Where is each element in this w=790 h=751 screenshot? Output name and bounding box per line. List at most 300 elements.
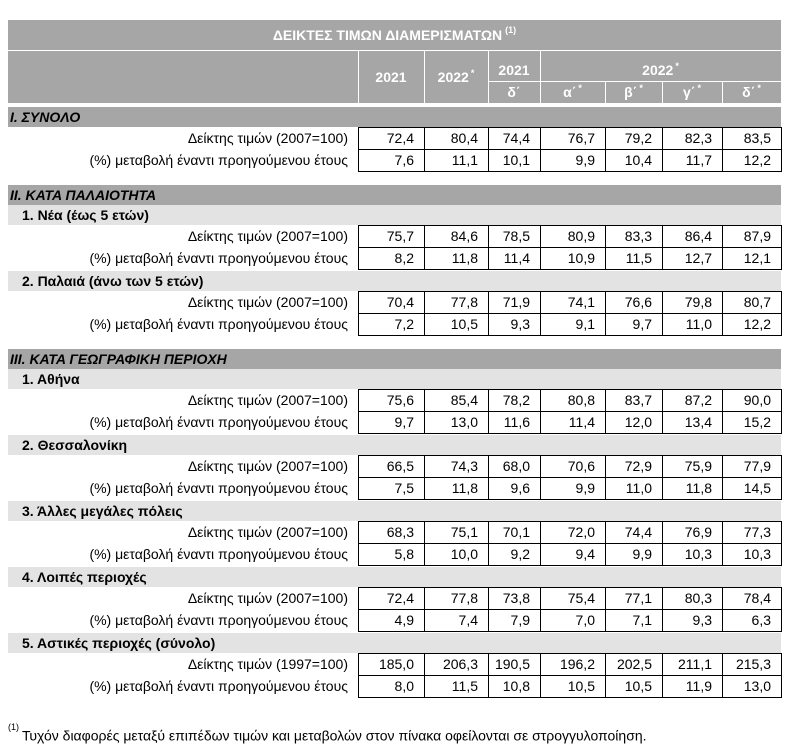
cell-border (488, 149, 489, 172)
cell-border (722, 127, 723, 150)
header-quarter-text: δ΄ (742, 84, 756, 100)
cell-border (488, 609, 489, 632)
cell-border (488, 455, 489, 478)
value-cell: 11,6 (503, 414, 530, 430)
value-cell: 70,4 (386, 294, 414, 310)
value-cell: 202,5 (616, 656, 652, 672)
cell-border (781, 313, 782, 336)
value-cell: 75,4 (567, 590, 595, 606)
cell-border (662, 477, 663, 500)
row-label: Δείκτης τιμών (2007=100) (187, 458, 348, 474)
value-cell: 11,8 (451, 250, 478, 266)
section-header: III. ΚΑΤΑ ΓΕΩΓΡΑΦΙΚΗ ΠΕΡΙΟΧΗ (8, 349, 781, 369)
row-label: Δείκτης τιμών (2007=100) (187, 228, 348, 244)
cell-border (540, 455, 541, 478)
cell-border (540, 587, 541, 610)
value-cell: 76,6 (624, 294, 652, 310)
cell-border (358, 521, 359, 544)
header-group-2022 (540, 58, 781, 81)
value-cell: 68,0 (502, 458, 530, 474)
value-cell: 11,8 (451, 480, 478, 496)
cell-border (722, 675, 723, 698)
value-cell: 10,5 (567, 678, 595, 694)
row-border (358, 433, 782, 434)
row-border (358, 631, 782, 632)
value-cell: 85,4 (450, 392, 478, 408)
cell-border (605, 411, 606, 434)
cell-border (488, 653, 489, 676)
value-cell: 9,1 (575, 316, 595, 332)
cell-border (722, 477, 723, 500)
value-cell: 8,2 (394, 250, 414, 266)
cell-border (488, 247, 489, 270)
value-cell: 11,9 (685, 678, 712, 694)
cell-border (488, 587, 489, 610)
cell-border (540, 653, 541, 676)
row-label: (%) μεταβολή έναντι προηγούμενου έτους (89, 612, 348, 628)
value-cell: 10,3 (743, 546, 771, 562)
value-cell: 66,5 (386, 458, 414, 474)
value-cell: 12,2 (743, 316, 771, 332)
header-group-2022-text: 2022 (642, 61, 674, 78)
cell-border (662, 389, 663, 412)
value-cell: 11,5 (625, 250, 652, 266)
value-cell: 12,0 (624, 414, 652, 430)
row-border (358, 171, 782, 172)
header-group-2021-text: 2021 (498, 61, 530, 78)
value-cell: 12,1 (743, 250, 771, 266)
row-label: Δείκτης τιμών (1997=100) (187, 656, 348, 672)
value-cell: 185,0 (378, 656, 414, 672)
value-cell: 9,4 (575, 546, 595, 562)
value-cell: 10,3 (684, 546, 712, 562)
value-cell: 77,8 (450, 590, 478, 606)
cell-border (722, 149, 723, 172)
group-header (8, 205, 781, 225)
cell-border (358, 543, 359, 566)
value-cell: 10,9 (567, 250, 595, 266)
cell-border (781, 291, 782, 314)
group-header (8, 567, 781, 587)
cell-border (781, 225, 782, 248)
group-header-text: 3. Άλλες μεγάλες πόλεις (22, 503, 183, 519)
value-cell: 83,7 (624, 392, 652, 408)
value-cell: 9,3 (510, 316, 530, 332)
group-header-text: 1. Νέα (έως 5 ετών) (22, 207, 149, 223)
value-cell: 10,1 (502, 152, 530, 168)
cell-border (488, 521, 489, 544)
value-cell: 83,5 (743, 130, 771, 146)
cell-border (424, 543, 425, 566)
section-header: I. ΣΥΝΟΛΟ (8, 107, 781, 127)
value-cell: 76,9 (684, 524, 712, 540)
header-quarter-text: γ΄ (683, 84, 696, 100)
value-cell: 74,4 (502, 130, 530, 146)
cell-border (424, 149, 425, 172)
cell-border (424, 477, 425, 500)
header-quarter-mark: * (757, 83, 761, 93)
value-cell: 74,1 (567, 294, 595, 310)
value-cell: 13,0 (743, 678, 771, 694)
row-label: (%) μεταβολή έναντι προηγούμενου έτους (89, 678, 348, 694)
cell-border (781, 389, 782, 412)
cell-border (781, 675, 782, 698)
cell-border (424, 587, 425, 610)
value-cell: 15,2 (743, 414, 771, 430)
cell-border (662, 225, 663, 248)
value-cell: 206,3 (442, 656, 478, 672)
cell-border (662, 543, 663, 566)
cell-border (488, 291, 489, 314)
header-2022-text: 2022 (437, 68, 469, 85)
group-header (8, 271, 781, 291)
group-header (8, 435, 781, 455)
cell-border (488, 389, 489, 412)
cell-border (358, 291, 359, 314)
cell-border (662, 247, 663, 270)
cell-border (540, 675, 541, 698)
row-label: (%) μεταβολή έναντι προηγούμενου έτους (89, 316, 348, 332)
cell-border (358, 587, 359, 610)
value-cell: 77,9 (743, 458, 771, 474)
value-cell: 11,4 (568, 414, 595, 430)
cell-border (358, 389, 359, 412)
cell-border (781, 543, 782, 566)
group-header-text: 1. Αθήνα (22, 371, 80, 387)
group-header-text: 4. Λοιπές περιοχές (22, 569, 147, 585)
value-cell: 10,8 (502, 678, 530, 694)
cell-border (781, 587, 782, 610)
row-label: (%) μεταβολή έναντι προηγούμενου έτους (89, 414, 348, 430)
cell-border (662, 127, 663, 150)
cell-border (722, 313, 723, 336)
header-quarter-mark: * (697, 83, 701, 93)
header-quarter-text: α΄ (563, 84, 577, 100)
cell-border (540, 247, 541, 270)
cell-border (540, 225, 541, 248)
cell-border (662, 455, 663, 478)
cell-border (605, 313, 606, 336)
cell-border (605, 291, 606, 314)
value-cell: 12,2 (743, 152, 771, 168)
header-quarter (540, 81, 605, 103)
cell-border (424, 291, 425, 314)
value-cell: 83,3 (624, 228, 652, 244)
cell-border (662, 521, 663, 544)
value-cell: 7,1 (632, 612, 652, 628)
value-cell: 11,1 (451, 152, 478, 168)
value-cell: 6,3 (751, 612, 771, 628)
value-cell: 10,5 (624, 678, 652, 694)
cell-border (358, 653, 359, 676)
cell-border (540, 389, 541, 412)
row-label: Δείκτης τιμών (2007=100) (187, 392, 348, 408)
cell-border (662, 653, 663, 676)
cell-border (488, 675, 489, 698)
value-cell: 70,1 (502, 524, 530, 540)
table-title-text: ΔΕΙΚΤΕΣ ΤΙΜΩΝ ΔΙΑΜΕΡΙΣΜΑΤΩΝ (272, 27, 503, 43)
cell-border (781, 127, 782, 150)
cell-border (358, 477, 359, 500)
value-cell: 77,3 (743, 524, 771, 540)
group-header-text: 2. Παλαιά (άνω των 5 ετών) (22, 273, 204, 289)
cell-border (662, 609, 663, 632)
value-cell: 80,4 (450, 130, 478, 146)
cell-border (488, 543, 489, 566)
cell-border (540, 291, 541, 314)
cell-border (605, 225, 606, 248)
value-cell: 9,2 (510, 546, 530, 562)
cell-border (424, 653, 425, 676)
value-cell: 12,7 (684, 250, 712, 266)
group-header-text: 2. Θεσσαλονίκη (22, 437, 128, 453)
cell-border (488, 313, 489, 336)
cell-border (540, 313, 541, 336)
value-cell: 5,8 (394, 546, 414, 562)
cell-border (722, 521, 723, 544)
row-border (358, 499, 782, 500)
value-cell: 9,9 (575, 152, 595, 168)
value-cell: 82,3 (684, 130, 712, 146)
cell-border (605, 675, 606, 698)
cell-border (781, 455, 782, 478)
cell-border (781, 477, 782, 500)
value-cell: 9,9 (632, 546, 652, 562)
cell-border (424, 389, 425, 412)
value-cell: 10,0 (450, 546, 478, 562)
header-quarter-text: δ΄ (507, 84, 521, 100)
group-header (8, 501, 781, 521)
header-2022 (424, 50, 488, 103)
value-cell: 14,5 (743, 480, 771, 496)
row-label: Δείκτης τιμών (2007=100) (187, 524, 348, 540)
cell-border (722, 291, 723, 314)
value-cell: 11,7 (685, 152, 712, 168)
value-cell: 72,0 (567, 524, 595, 540)
cell-border (540, 411, 541, 434)
row-label: (%) μεταβολή έναντι προηγούμενου έτους (89, 250, 348, 266)
cell-border (488, 127, 489, 150)
value-cell: 9,7 (632, 316, 652, 332)
cell-border (781, 247, 782, 270)
header-2021-text: 2021 (375, 68, 407, 85)
value-cell: 9,9 (575, 480, 595, 496)
value-cell: 10,4 (624, 152, 652, 168)
row-label: (%) μεταβολή έναντι προηγούμενου έτους (89, 480, 348, 496)
value-cell: 90,0 (743, 392, 771, 408)
row-border (358, 697, 782, 698)
value-cell: 215,3 (735, 656, 771, 672)
cell-border (540, 609, 541, 632)
cell-border (358, 225, 359, 248)
value-cell: 9,3 (692, 612, 712, 628)
cell-border (781, 609, 782, 632)
row-label: Δείκτης τιμών (2007=100) (187, 130, 348, 146)
section-header: II. ΚΑΤΑ ΠΑΛΑΙΟΤΗΤΑ (8, 185, 781, 205)
cell-border (722, 587, 723, 610)
value-cell: 7,4 (458, 612, 478, 628)
cell-border (358, 411, 359, 434)
cell-border (605, 521, 606, 544)
value-cell: 74,3 (450, 458, 478, 474)
cell-border (424, 609, 425, 632)
row-label: Δείκτης τιμών (2007=100) (187, 590, 348, 606)
cell-border (722, 225, 723, 248)
value-cell: 78,2 (502, 392, 530, 408)
row-border (358, 335, 782, 336)
value-cell: 190,5 (494, 656, 530, 672)
cell-border (722, 543, 723, 566)
value-cell: 13,4 (684, 414, 712, 430)
footnote-text: Τυχόν διαφορές μεταξύ επιπέδων τιμών και μεταβολών στον πίνακα οφείλονται σε στρογγυλοποίηση. (22, 727, 647, 744)
cell-border (540, 127, 541, 150)
value-cell: 79,2 (624, 130, 652, 146)
cell-border (424, 675, 425, 698)
cell-border (781, 149, 782, 172)
value-cell: 75,6 (386, 392, 414, 408)
cell-border (605, 477, 606, 500)
value-cell: 87,9 (743, 228, 771, 244)
cell-border (605, 149, 606, 172)
cell-border (662, 675, 663, 698)
cell-border (662, 411, 663, 434)
cell-border (358, 149, 359, 172)
cell-border (781, 653, 782, 676)
cell-border (424, 127, 425, 150)
cell-border (540, 543, 541, 566)
table-title (8, 20, 781, 50)
cell-border (605, 247, 606, 270)
table-title-note: (1) (505, 25, 517, 35)
cell-border (662, 313, 663, 336)
value-cell: 7,6 (394, 152, 414, 168)
value-cell: 11,0 (685, 316, 712, 332)
value-cell: 71,9 (502, 294, 530, 310)
header-quarter (722, 81, 781, 103)
value-cell: 7,5 (394, 480, 414, 496)
value-cell: 9,7 (394, 414, 414, 430)
cell-border (540, 521, 541, 544)
header-quarter (605, 81, 662, 103)
cell-border (781, 411, 782, 434)
row-border (358, 269, 782, 270)
value-cell: 211,1 (678, 656, 712, 672)
cell-border (605, 127, 606, 150)
cell-border (722, 653, 723, 676)
cell-border (605, 389, 606, 412)
cell-border (424, 247, 425, 270)
value-cell: 86,4 (684, 228, 712, 244)
header-quarter-mark: * (578, 83, 582, 93)
cell-border (781, 521, 782, 544)
cell-border (605, 455, 606, 478)
cell-border (424, 411, 425, 434)
row-label: (%) μεταβολή έναντι προηγούμενου έτους (89, 152, 348, 168)
cell-border (662, 149, 663, 172)
value-cell: 72,4 (386, 130, 414, 146)
cell-border (358, 313, 359, 336)
cell-border (358, 455, 359, 478)
value-cell: 9,6 (510, 480, 530, 496)
value-cell: 7,2 (394, 316, 414, 332)
cell-border (662, 291, 663, 314)
row-label: (%) μεταβολή έναντι προηγούμενου έτους (89, 546, 348, 562)
cell-border (722, 609, 723, 632)
cell-border (722, 455, 723, 478)
group-header-text: 5. Αστικές περιοχές (σύνολο) (22, 635, 216, 651)
value-cell: 78,5 (502, 228, 530, 244)
cell-border (662, 587, 663, 610)
cell-border (722, 389, 723, 412)
cell-border (358, 609, 359, 632)
cell-border (605, 609, 606, 632)
value-cell: 75,9 (684, 458, 712, 474)
value-cell: 13,0 (450, 414, 478, 430)
value-cell: 80,9 (567, 228, 595, 244)
row-border (358, 565, 782, 566)
cell-border (488, 411, 489, 434)
header-quarter-mark: * (639, 83, 643, 93)
group-header (8, 369, 781, 389)
cell-border (605, 653, 606, 676)
value-cell: 11,4 (503, 250, 530, 266)
value-cell: 7,9 (510, 612, 530, 628)
value-cell: 8,0 (394, 678, 414, 694)
value-cell: 11,8 (685, 480, 712, 496)
value-cell: 84,6 (450, 228, 478, 244)
value-cell: 75,7 (386, 228, 414, 244)
cell-border (722, 247, 723, 270)
group-header (8, 633, 781, 653)
cell-border (424, 313, 425, 336)
cell-border (358, 127, 359, 150)
footnote-mark: (1) (8, 722, 19, 732)
header-group-2021 (488, 58, 540, 81)
footnote (8, 722, 647, 744)
value-cell: 80,7 (743, 294, 771, 310)
value-cell: 75,1 (450, 524, 478, 540)
header-group-2022-mark: * (675, 60, 679, 71)
value-cell: 4,9 (394, 612, 414, 628)
value-cell: 68,3 (386, 524, 414, 540)
cell-border (488, 225, 489, 248)
value-cell: 77,8 (450, 294, 478, 310)
value-cell: 10,5 (450, 316, 478, 332)
cell-border (722, 411, 723, 434)
cell-border (424, 521, 425, 544)
header-quarter (488, 81, 540, 103)
header-2021 (358, 50, 424, 103)
cell-border (424, 455, 425, 478)
value-cell: 11,5 (451, 678, 478, 694)
value-cell: 79,8 (684, 294, 712, 310)
cell-border (540, 477, 541, 500)
cell-border (424, 225, 425, 248)
value-cell: 7,0 (575, 612, 595, 628)
value-cell: 80,8 (567, 392, 595, 408)
cell-border (488, 477, 489, 500)
value-cell: 72,9 (624, 458, 652, 474)
value-cell: 11,0 (625, 480, 652, 496)
cell-border (605, 543, 606, 566)
cell-border (540, 149, 541, 172)
header-quarter (662, 81, 722, 103)
value-cell: 80,3 (684, 590, 712, 606)
cell-border (605, 587, 606, 610)
value-cell: 70,6 (567, 458, 595, 474)
row-label: Δείκτης τιμών (2007=100) (187, 294, 348, 310)
value-cell: 74,4 (624, 524, 652, 540)
